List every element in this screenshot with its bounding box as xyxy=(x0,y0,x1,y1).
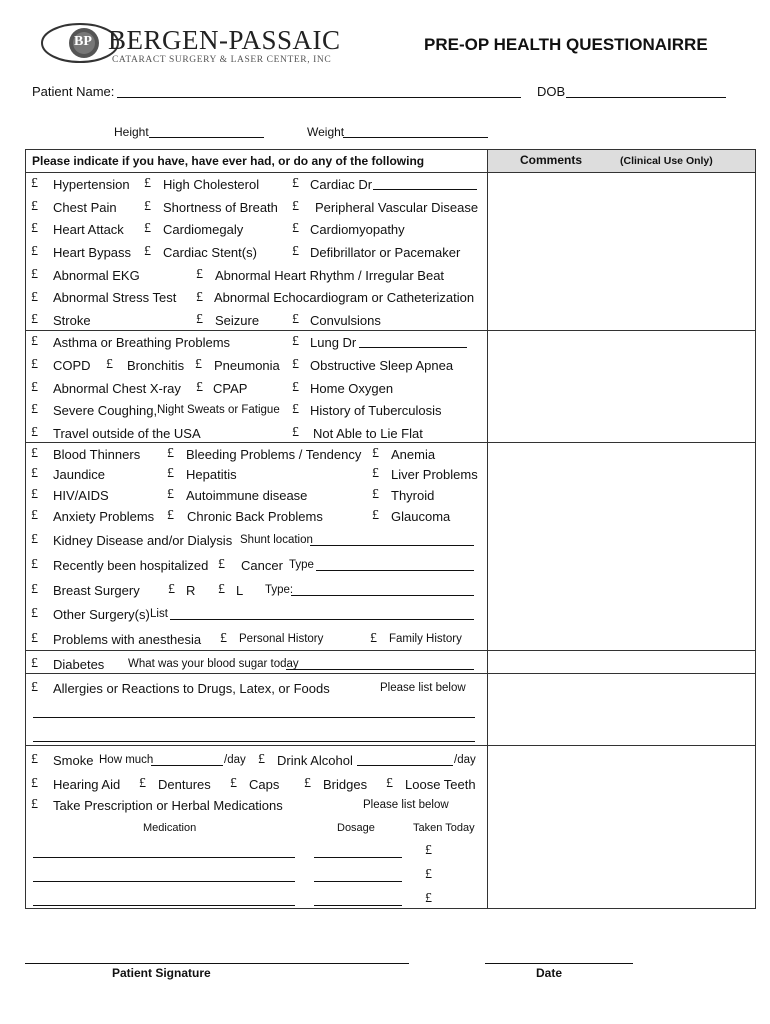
checkbox[interactable]: £ xyxy=(292,334,299,349)
checkbox[interactable]: £ xyxy=(31,290,38,305)
item-cardiac-stents: Cardiac Stent(s) xyxy=(163,245,257,260)
item-abnormal-rhythm: Abnormal Heart Rhythm / Irregular Beat xyxy=(215,268,445,283)
checkbox[interactable]: £ xyxy=(230,776,237,791)
item-dentures: Dentures xyxy=(158,777,211,792)
checkbox[interactable]: £ xyxy=(167,508,174,523)
item-shortness-breath: Shortness of Breath xyxy=(163,200,278,215)
checkbox[interactable]: £ xyxy=(31,402,38,417)
checkbox[interactable]: £ xyxy=(195,357,202,372)
allergies-please-list: Please list below xyxy=(380,682,466,694)
clinical-use-header: (Clinical Use Only) xyxy=(620,155,713,167)
checkbox[interactable]: £ xyxy=(292,402,299,417)
medication-column-header: Medication xyxy=(143,822,197,834)
item-lung-dr: Lung Dr xyxy=(310,335,357,350)
item-glaucoma: Glaucoma xyxy=(391,509,451,524)
item-night-sweats: Night Sweats or Fatigue xyxy=(157,404,280,416)
checkbox[interactable]: £ xyxy=(292,199,299,214)
checkbox[interactable]: £ xyxy=(167,446,174,461)
item-anxiety: Anxiety Problems xyxy=(53,509,155,524)
lung-dr-field[interactable] xyxy=(359,347,467,348)
checkbox[interactable]: £ xyxy=(167,466,174,481)
weight-label: Weight xyxy=(307,125,345,139)
item-abnormal-ekg: Abnormal EKG xyxy=(53,268,140,283)
smoke-per-day: /day xyxy=(224,754,246,766)
item-kidney: Kidney Disease and/or Dialysis xyxy=(53,533,233,548)
checkbox[interactable]: £ xyxy=(386,776,393,791)
item-other-surgery: Other Surgery(s) xyxy=(53,607,150,622)
page-title: PRE-OP HEALTH QUESTIONAIRRE xyxy=(424,35,708,54)
checkbox[interactable]: £ xyxy=(106,357,113,372)
item-history-tb: History of Tuberculosis xyxy=(310,403,442,418)
taken-today-column-header: Taken Today xyxy=(413,822,475,834)
other-surgery-list-label: List xyxy=(150,608,168,620)
other-surgery-field[interactable] xyxy=(170,619,474,620)
item-convulsions: Convulsions xyxy=(310,313,381,328)
medication-field-3[interactable] xyxy=(33,905,295,906)
checkbox[interactable]: £ xyxy=(31,357,38,372)
checkbox[interactable]: £ xyxy=(31,656,38,671)
item-bleeding: Bleeding Problems / Tendency xyxy=(186,447,362,462)
checkbox[interactable]: £ xyxy=(304,776,311,791)
checkbox[interactable]: £ xyxy=(292,176,299,191)
signature-label: Patient Signature xyxy=(112,966,211,980)
date-label: Date xyxy=(536,966,563,980)
item-diabetes: Diabetes xyxy=(53,657,105,672)
item-autoimmune: Autoimmune disease xyxy=(186,488,308,503)
checkbox[interactable]: £ xyxy=(372,446,379,461)
logo-name: BERGEN-PASSAIC xyxy=(108,25,341,55)
item-seizure: Seizure xyxy=(215,313,260,328)
item-cpap: CPAP xyxy=(213,381,248,396)
patient-name-field[interactable] xyxy=(117,97,521,98)
item-abnormal-xray: Abnormal Chest X-ray xyxy=(53,381,181,396)
item-copd: COPD xyxy=(53,358,91,373)
checkbox[interactable]: £ xyxy=(258,752,265,767)
checkbox[interactable]: £ xyxy=(31,380,38,395)
logo-subtitle: CATARACT SURGERY & LASER CENTER, INC xyxy=(112,55,332,65)
item-breast-surgery: Breast Surgery xyxy=(53,583,140,598)
item-hypertension: Hypertension xyxy=(53,177,130,192)
dosage-column-header: Dosage xyxy=(337,822,375,834)
item-personal-history: Personal History xyxy=(239,633,324,645)
allergies-field-2[interactable] xyxy=(33,741,475,742)
checkbox[interactable]: £ xyxy=(31,776,38,791)
checkbox[interactable]: £ xyxy=(220,631,227,646)
item-hepatitis: Hepatitis xyxy=(186,467,237,482)
height-field[interactable] xyxy=(149,137,264,138)
cancer-type-field[interactable] xyxy=(316,570,474,571)
item-cardiomyopathy: Cardiomyopathy xyxy=(310,222,405,237)
checkbox[interactable]: £ xyxy=(31,532,38,547)
breast-type-field[interactable] xyxy=(291,595,474,596)
drink-amount-field[interactable] xyxy=(357,765,453,766)
item-not-lie-flat: Not Able to Lie Flat xyxy=(313,426,423,441)
checkbox[interactable]: £ xyxy=(31,176,38,191)
checkbox[interactable]: £ xyxy=(31,244,38,259)
medication-field-2[interactable] xyxy=(33,881,295,882)
checkbox[interactable]: £ xyxy=(292,221,299,236)
checkbox[interactable]: £ xyxy=(31,199,38,214)
item-high-cholesterol: High Cholesterol xyxy=(163,177,260,192)
checkbox[interactable]: £ xyxy=(139,776,146,791)
checkbox[interactable]: £ xyxy=(144,221,151,236)
smoke-amount-field[interactable] xyxy=(151,765,223,766)
item-hospitalized: Recently been hospitalized xyxy=(53,558,209,573)
item-hearing-aid: Hearing Aid xyxy=(53,777,121,792)
checkbox[interactable]: £ xyxy=(196,267,203,282)
item-prescriptions: Take Prescription or Herbal Medications xyxy=(53,798,283,813)
item-travel: Travel outside of the USA xyxy=(53,426,201,441)
item-bridges: Bridges xyxy=(323,777,368,792)
date-field[interactable] xyxy=(485,963,633,964)
checkbox[interactable]: £ xyxy=(31,752,38,767)
logo-monogram: BP xyxy=(74,34,92,49)
item-defibrillator: Defibrillator or Pacemaker xyxy=(310,245,461,260)
shunt-label: Shunt location xyxy=(240,534,313,546)
dosage-field-2[interactable] xyxy=(314,881,402,882)
checkbox[interactable]: £ xyxy=(292,312,299,327)
item-hiv: HIV/AIDS xyxy=(53,488,109,503)
item-anesthesia: Problems with anesthesia xyxy=(53,632,202,647)
checkbox[interactable]: £ xyxy=(196,380,203,395)
item-heart-attack: Heart Attack xyxy=(53,222,124,237)
checkbox[interactable]: £ xyxy=(292,425,299,440)
checkbox[interactable]: £ xyxy=(31,606,38,621)
item-cardiomegaly: Cardiomegaly xyxy=(163,222,244,237)
item-family-history: Family History xyxy=(389,633,462,645)
how-much-label: How much xyxy=(99,754,154,766)
checkbox[interactable]: £ xyxy=(31,312,38,327)
item-abnormal-echo: Abnormal Echocardiogram or Catheterization xyxy=(214,290,475,305)
item-jaundice: Jaundice xyxy=(53,467,106,482)
item-caps: Caps xyxy=(249,777,280,792)
item-osa: Obstructive Sleep Apnea xyxy=(310,358,454,373)
checkbox[interactable]: £ xyxy=(31,466,38,481)
shunt-field[interactable] xyxy=(310,545,474,546)
item-cancer: Cancer xyxy=(241,558,283,573)
checkbox[interactable]: £ xyxy=(31,680,38,695)
checkbox[interactable]: £ xyxy=(372,466,379,481)
checkbox[interactable]: £ xyxy=(31,487,38,502)
comments-header: Comments xyxy=(520,153,583,167)
checkbox[interactable]: £ xyxy=(31,425,38,440)
item-loose-teeth: Loose Teeth xyxy=(405,777,476,792)
item-anemia: Anemia xyxy=(391,447,436,462)
checkbox[interactable]: £ xyxy=(31,582,38,597)
item-drink: Drink Alcohol xyxy=(277,753,353,768)
checkbox[interactable]: £ xyxy=(31,631,38,646)
checkbox[interactable]: £ xyxy=(144,176,151,191)
checkbox[interactable]: £ xyxy=(292,380,299,395)
checkbox[interactable]: £ xyxy=(218,557,225,572)
checkbox[interactable]: £ xyxy=(292,244,299,259)
item-back: Chronic Back Problems xyxy=(187,509,323,524)
instruction-text: Please indicate if you have, have ever had, or do any of the following xyxy=(32,154,425,168)
checkbox[interactable]: £ xyxy=(31,797,38,812)
item-stroke: Stroke xyxy=(53,313,91,328)
checkbox[interactable]: £ xyxy=(144,199,151,214)
item-severe-coughing: Severe Coughing, xyxy=(53,403,158,418)
medications-please-list: Please list below xyxy=(363,799,449,811)
medication-field-1[interactable] xyxy=(33,857,295,858)
blood-sugar-label: What was your blood sugar today xyxy=(128,658,299,670)
checkbox[interactable]: £ xyxy=(372,508,379,523)
item-thyroid: Thyroid xyxy=(391,488,435,503)
item-peripheral-vascular: Peripheral Vascular Disease xyxy=(315,200,479,215)
checkbox[interactable]: £ xyxy=(292,357,299,372)
dob-label: DOB xyxy=(537,84,566,99)
item-breast-l: L xyxy=(236,583,244,598)
checkbox[interactable]: £ xyxy=(144,244,151,259)
allergies-field-1[interactable] xyxy=(33,717,475,718)
checkbox[interactable]: £ xyxy=(218,582,225,597)
dob-field[interactable] xyxy=(566,97,726,98)
checkbox[interactable]: £ xyxy=(167,487,174,502)
item-home-oxygen: Home Oxygen xyxy=(310,381,394,396)
item-breast-r: R xyxy=(186,583,196,598)
item-heart-bypass: Heart Bypass xyxy=(53,245,132,260)
checkbox[interactable]: £ xyxy=(370,631,377,646)
item-blood-thinners: Blood Thinners xyxy=(53,447,141,462)
checkbox[interactable]: £ xyxy=(31,557,38,572)
item-pneumonia: Pneumonia xyxy=(214,358,280,373)
height-label: Height xyxy=(114,125,149,139)
item-liver: Liver Problems xyxy=(391,467,478,482)
blood-sugar-field[interactable] xyxy=(286,669,474,670)
checkbox[interactable]: £ xyxy=(31,221,38,236)
item-allergies: Allergies or Reactions to Drugs, Latex, or Foods xyxy=(53,681,330,696)
checkbox[interactable]: £ xyxy=(168,582,175,597)
checkbox[interactable]: £ xyxy=(31,334,38,349)
checkbox[interactable]: £ xyxy=(425,891,432,906)
item-asthma: Asthma or Breathing Problems xyxy=(53,335,231,350)
item-cardiac-dr: Cardiac Dr xyxy=(310,177,373,192)
breast-type-label: Type: xyxy=(265,584,294,596)
item-chest-pain: Chest Pain xyxy=(53,200,117,215)
checkbox[interactable]: £ xyxy=(372,487,379,502)
weight-field[interactable] xyxy=(343,137,488,138)
dosage-field-3[interactable] xyxy=(314,905,402,906)
checkbox[interactable]: £ xyxy=(196,312,203,327)
checkbox[interactable]: £ xyxy=(31,446,38,461)
checkbox[interactable]: £ xyxy=(425,843,432,858)
checkbox[interactable]: £ xyxy=(425,867,432,882)
dosage-field-1[interactable] xyxy=(314,857,402,858)
item-abnormal-stress: Abnormal Stress Test xyxy=(53,290,177,305)
signature-field[interactable] xyxy=(25,963,409,964)
item-smoke: Smoke xyxy=(53,753,94,768)
drink-per-day: /day xyxy=(454,754,476,766)
cardiac-dr-field[interactable] xyxy=(373,189,477,190)
cancer-type-label: Type xyxy=(289,559,314,571)
checkbox[interactable]: £ xyxy=(31,508,38,523)
checkbox[interactable]: £ xyxy=(31,267,38,282)
item-bronchitis: Bronchitis xyxy=(127,358,185,373)
checkbox[interactable]: £ xyxy=(196,290,203,305)
patient-name-label: Patient Name: xyxy=(32,84,115,99)
